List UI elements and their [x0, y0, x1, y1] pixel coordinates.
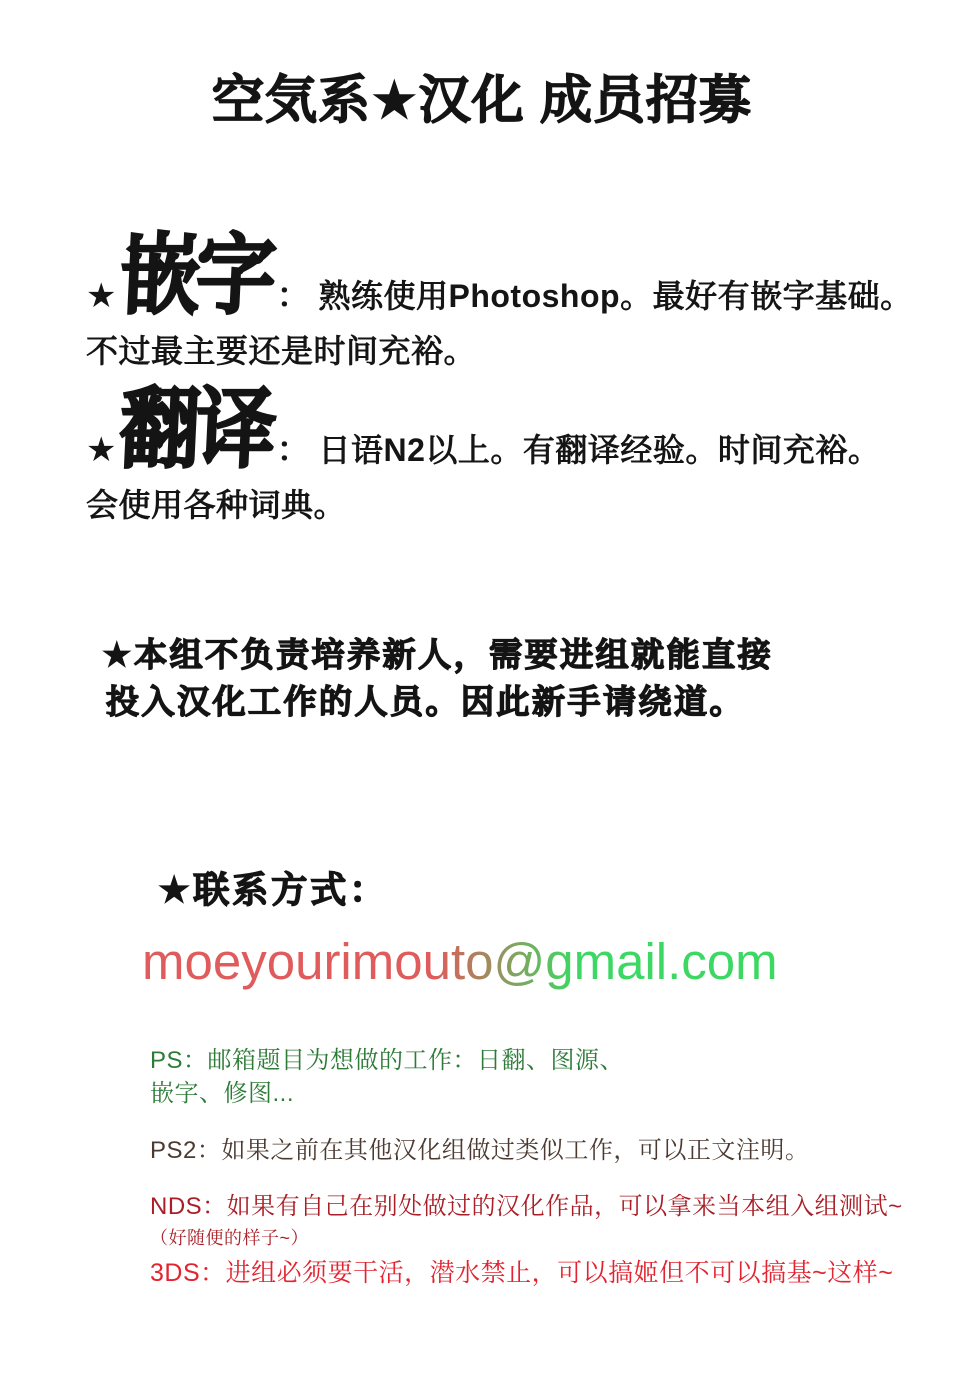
contact-email: moeyourimouto@gmail.com — [142, 933, 778, 990]
no-newbies-notice — [102, 632, 773, 726]
note-ps-line1: PS：邮箱题目为想做的工作：日翻、图源、 — [150, 1047, 625, 1074]
colon-separator: ： — [276, 431, 311, 469]
notice-line1: ★本组不负责培养新人，需要进组就能直接 — [102, 636, 774, 673]
note-nds — [150, 1190, 903, 1251]
job-requirements-translation: 日语N2以上。有翻译经验。时间充裕。 — [318, 432, 881, 468]
job-requirements-typesetting-line2: 不过最主要还是时间充裕。 — [86, 333, 477, 369]
section-translation-heading-row — [86, 380, 881, 479]
notice-line2: 投入汉化工作的人员。因此新手请绕道。 — [106, 682, 745, 720]
section-translation — [86, 380, 881, 526]
job-requirements-typesetting: 熟练使用Photoshop。最好有嵌字基础。 — [318, 278, 913, 314]
job-title-translation: 翻译 — [118, 380, 275, 479]
star-icon: ★ — [86, 277, 117, 315]
note-3ds-line1: 3DS：进组必须要干活，潜水禁止，可以搞姬但不可以搞基~这样~ — [150, 1259, 894, 1287]
note-ps-line2: 嵌字、修图... — [150, 1080, 295, 1108]
star-icon: ★ — [86, 431, 117, 469]
note-ps2-line1: PS2：如果之前在其他汉化组做过类似工作，可以正文注明。 — [150, 1137, 810, 1164]
note-nds-line1: NDS：如果有自己在别处做过的汉化作品，可以拿来当本组入组测试~ — [150, 1193, 903, 1220]
colon-separator: ： — [276, 277, 311, 315]
contact-heading: ★联系方式： — [158, 869, 389, 910]
note-ps — [150, 1044, 624, 1110]
page-title: 空気系★汉化 成员招募 — [211, 72, 753, 130]
job-title-typesetting: 嵌字 — [118, 226, 275, 325]
note-ps2 — [150, 1134, 809, 1167]
section-typesetting — [86, 226, 913, 372]
job-requirements-translation-line2: 会使用各种词典。 — [86, 487, 347, 523]
note-nds-subline: （好随便的样子~） — [150, 1228, 310, 1249]
note-3ds — [150, 1256, 893, 1291]
section-typesetting-heading-row — [86, 226, 913, 325]
